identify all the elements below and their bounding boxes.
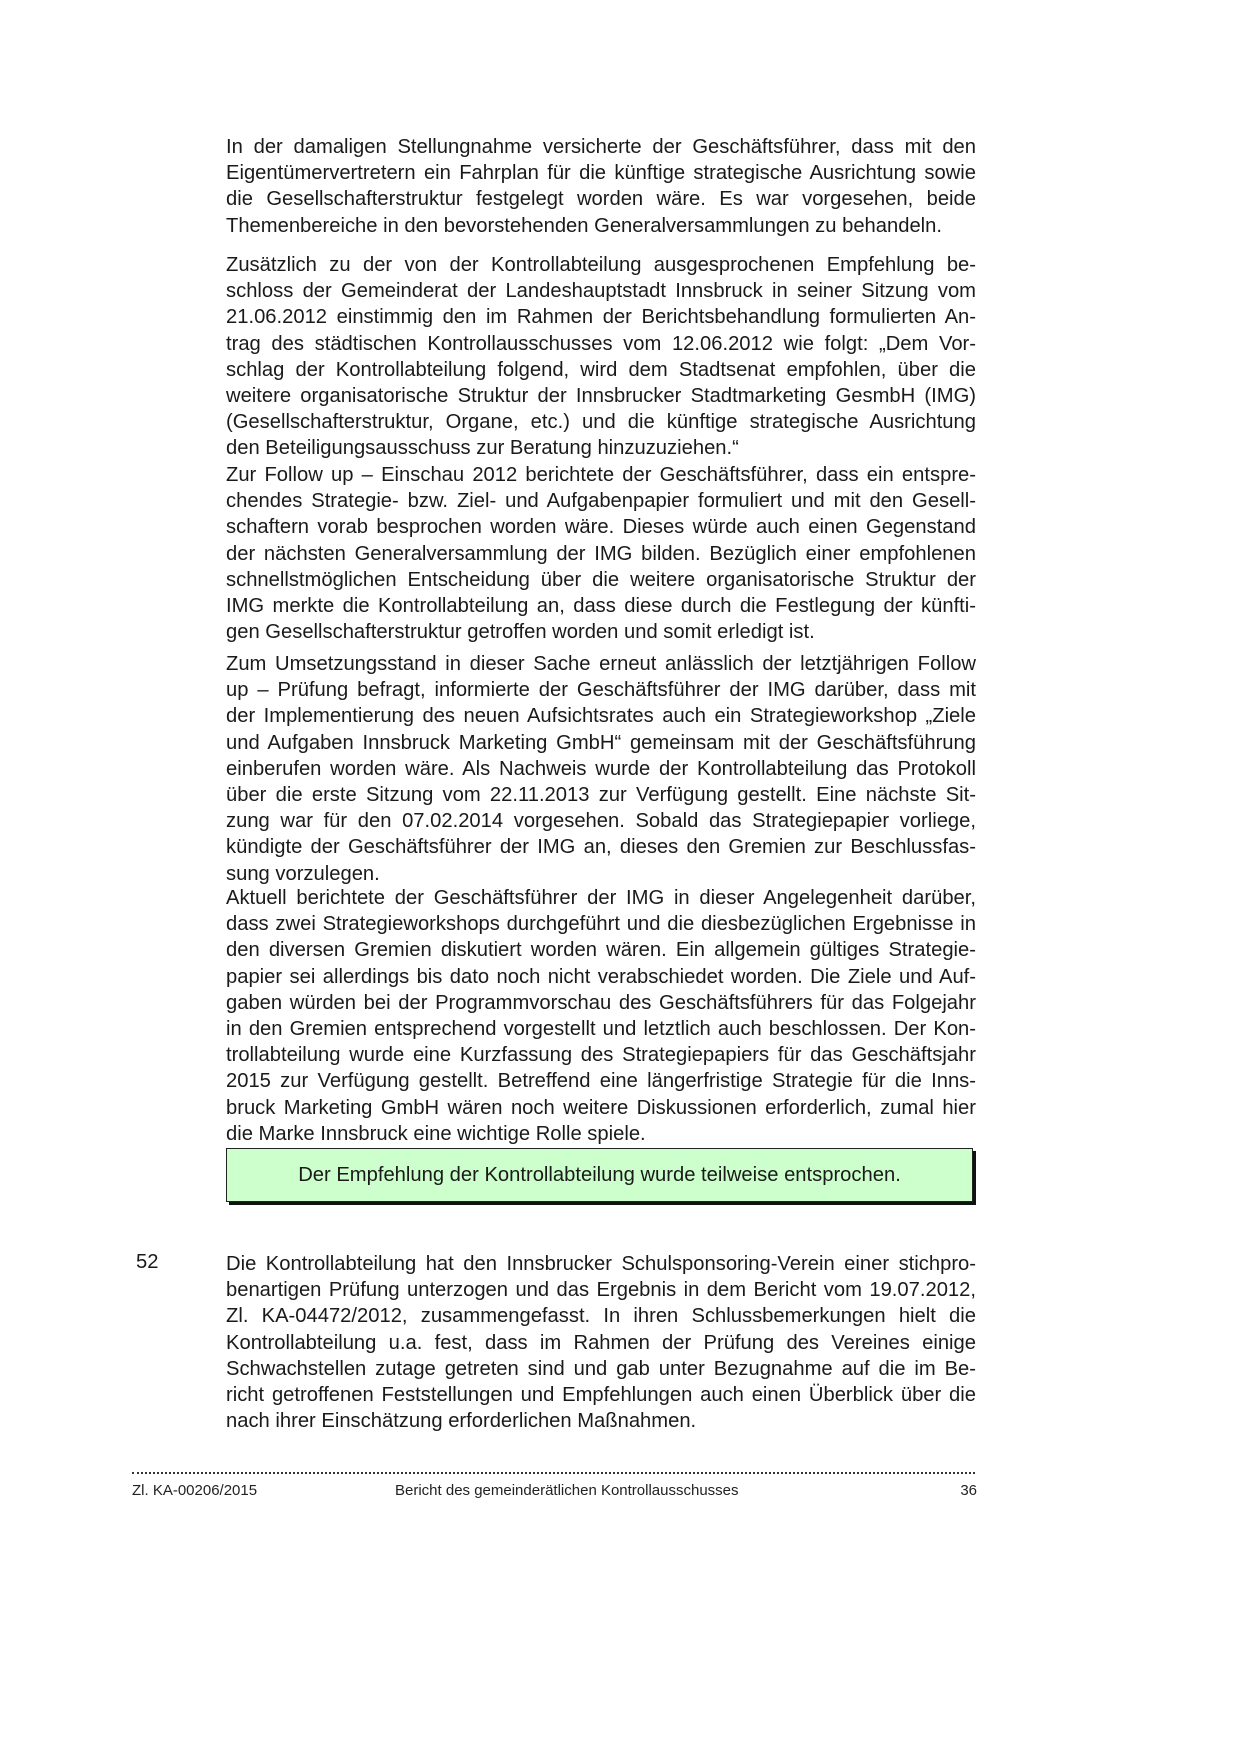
- text-line: Aktuell berichtete der Geschäftsführer der IMG in dieser Angelegenheit darüber,: [226, 887, 976, 909]
- section-number: 52: [136, 1251, 159, 1273]
- result-box-text: Der Empfehlung der Kontrollabteilung wurde teilweise entsprochen.: [298, 1163, 901, 1186]
- text-line: gen Gesellschafterstruktur getroffen worden und somit erledigt ist.: [226, 621, 815, 644]
- text-line: gaben würden bei der Programmvorschau des Geschäftsführers für das Folgejahr: [226, 991, 976, 1014]
- text-line: trollabteilung wurde eine Kurzfassung des Strategiepapiers für das Geschäftsjahr: [226, 1044, 976, 1067]
- result-box: [226, 1148, 973, 1202]
- footer-reference: Zl. KA-00206/2015: [132, 1482, 258, 1499]
- text-line: bruck Marketing GmbH wären noch weitere Diskussionen erforderlich, zumal hier: [226, 1096, 976, 1119]
- text-line: Eigentümervertretern ein Fahrplan für die künftige strategische Ausrichtung sowie: [226, 162, 976, 185]
- text-line: den Beteiligungsausschuss zur Beratung hinzuzuziehen.“: [226, 437, 739, 460]
- text-line: up – Prüfung befragt, informierte der Geschäftsführer der IMG darüber, dass mit: [226, 679, 976, 702]
- text-line: 21.06.2012 einstimmig den im Rahmen der Berichtsbehandlung formulierten An-: [226, 306, 976, 329]
- text-line: weitere organisatorische Struktur der Innsbrucker Stadtmarketing GesmbH (IMG): [226, 385, 976, 408]
- text-line: schlag der Kontrollabteilung folgend, wird dem Stadtsenat empfohlen, über die: [226, 358, 976, 381]
- text-line: 2015 zur Verfügung gestellt. Betreffend eine längerfristige Strategie für die Inns-: [226, 1070, 976, 1093]
- text-line: Themenbereiche in den bevorstehenden Generalversammlungen zu behandeln.: [226, 214, 943, 237]
- text-line: den diversen Gremien diskutiert worden wären. Ein allgemein gültiges Strategie-: [226, 939, 976, 962]
- text-line: der Implementierung des neuen Aufsichtsrates auch ein Strategieworkshop „Ziele: [226, 705, 976, 728]
- text-line: Zusätzlich zu der von der Kontrollabteilung ausgesprochenen Empfehlung be-: [226, 254, 976, 276]
- text-line: schnellstmöglichen Entscheidung über die weitere organisatorische Struktur der: [226, 568, 976, 591]
- text-line: Kontrollabteilung u.a. fest, dass im Rahmen der Prüfung des Vereines einige: [226, 1331, 976, 1354]
- text-line: (Gesellschafterstruktur, Organe, etc.) und die künftige strategische Ausrichtung: [226, 411, 976, 434]
- text-line: benartigen Prüfung unterzogen und das Ergebnis in dem Bericht vom 19.07.2012,: [226, 1279, 976, 1302]
- text-line: Die Kontrollabteilung hat den Innsbrucker Schulsponsoring-Verein einer stichpro-: [226, 1253, 976, 1275]
- text-line: Zl. KA-04472/2012, zusammengefasst. In ihren Schlussbemerkungen hielt die: [226, 1305, 976, 1328]
- text-line: chendes Strategie- bzw. Ziel- und Aufgabenpapier formuliert und mit den Gesell-: [226, 490, 976, 513]
- footer-title: Bericht des gemeinderätlichen Kontrollausschusses: [395, 1482, 739, 1499]
- text-line: über die erste Sitzung vom 22.11.2013 zur Verfügung gestellt. Eine nächste Sit-: [226, 784, 976, 807]
- text-line: nach ihrer Einschätzung erforderlichen Maßnahmen.: [226, 1410, 697, 1433]
- text-line: sung vorzulegen.: [226, 862, 380, 885]
- paragraph-4: [226, 651, 976, 887]
- text-line: Schwachstellen zutage getreten sind und gab unter Bezugnahme auf die im Be-: [226, 1357, 976, 1380]
- footer-divider: [132, 1462, 975, 1474]
- text-line: der nächsten Generalversammlung der IMG bilden. Bezüglich einer empfohlenen: [226, 542, 976, 565]
- text-line: die Marke Innsbruck eine wichtige Rolle spiele.: [226, 1122, 646, 1145]
- text-line: IMG merkte die Kontrollabteilung an, dass diese durch die Festlegung der künfti-: [226, 595, 976, 618]
- text-line: Zur Follow up – Einschau 2012 berichtete der Geschäftsführer, dass ein entspre-: [226, 464, 976, 486]
- text-line: schaftern vorab besprochen worden wäre. Dieses würde auch einen Gegenstand: [226, 516, 976, 539]
- paragraph-2: [226, 252, 976, 462]
- text-line: die Gesellschafterstruktur festgelegt worden wäre. Es war vorgesehen, beide: [226, 188, 976, 211]
- text-line: einberufen worden wäre. Als Nachweis wurde der Kontrollabteilung das Protokoll: [226, 757, 976, 780]
- text-line: dass zwei Strategieworkshops durchgeführt und die diesbezüglichen Ergebnisse in: [226, 913, 976, 936]
- text-line: In der damaligen Stellungnahme versicherte der Geschäftsführer, dass mit den: [226, 136, 976, 158]
- text-line: schloss der Gemeinderat der Landeshauptstadt Innsbruck in seiner Sitzung vom: [226, 280, 976, 303]
- text-line: kündigte der Geschäftsführer der IMG an, dieses den Gremien zur Beschlussfas-: [226, 836, 976, 859]
- paragraph-5: [226, 885, 976, 1147]
- text-line: papier sei allerdings bis dato noch nicht verabschiedet worden. Die Ziele und Auf-: [226, 965, 976, 988]
- paragraph-1: [226, 134, 976, 239]
- text-line: zung war für den 07.02.2014 vorgesehen. Sobald das Strategiepapier vorliege,: [226, 810, 976, 833]
- text-line: in den Gremien entsprechend vorgestellt und letztlich auch beschlossen. Der Kon-: [226, 1018, 976, 1041]
- text-line: und Aufgaben Innsbruck Marketing GmbH“ gemeinsam mit der Geschäftsführung: [226, 731, 976, 754]
- text-line: trag des städtischen Kontrollausschusses vom 12.06.2012 wie folgt: „Dem Vor-: [226, 332, 976, 355]
- section-52-paragraph: [226, 1251, 976, 1434]
- paragraph-3: [226, 462, 976, 645]
- text-line: richt getroffenen Feststellungen und Empfehlungen auch einen Überblick über die: [226, 1384, 976, 1407]
- text-line: Zum Umsetzungsstand in dieser Sache erneut anlässlich der letztjährigen Follow: [226, 653, 976, 675]
- page-number: 36: [960, 1482, 977, 1499]
